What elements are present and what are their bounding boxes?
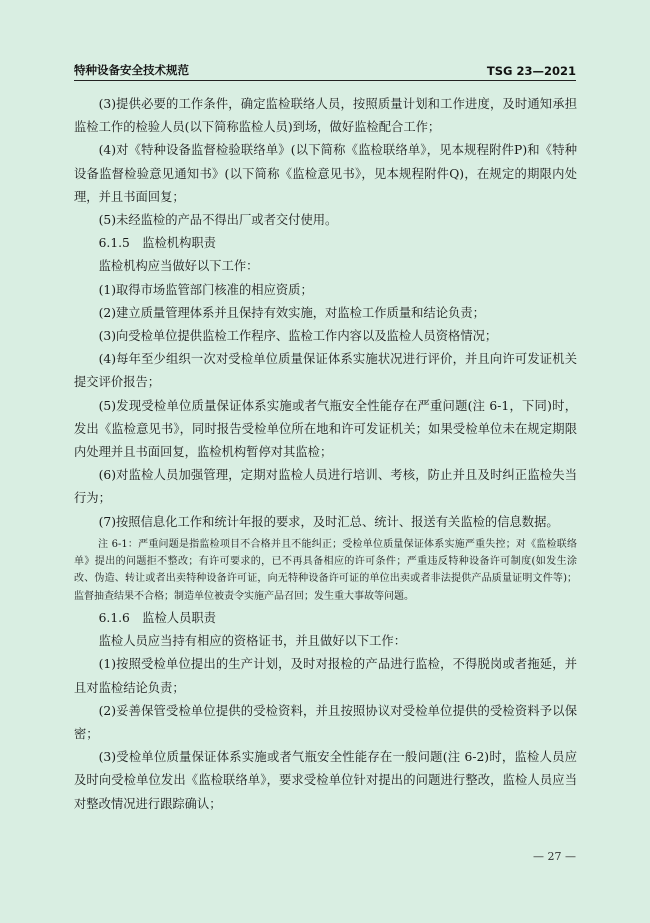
paragraph: (5)发现受检单位质量保证体系实施或者气瓶安全性能存在严重问题(注 6-1，下同)时，发出《监检意见书》，同时报告受检单位所在地和许可发证机关；如果受检单位未在规定期限内处理并且书面回复，监检机构暂停对其监检；	[74, 398, 577, 460]
paragraph: (2)建立质量管理体系并且保持有效实施，对监检工作质量和结论负责；	[98, 305, 485, 320]
paragraph: (4)对《特种设备监督检验联络单》(以下简称《监检联络单》，见本规程附件P)和《特种设备监督检验意见通知书》(以下简称《监检意见书》，见本规程附件Q)，在规定的期限内处理，并且书面回复；	[74, 143, 577, 204]
paragraph: (3)受检单位质量保证体系实施或者气瓶安全性能存在一般问题(注 6-2)时，监检人员应及时向受检单位发出《监检联络单》，要求受检单位针对提出的问题进行整改，监检人员应当对整改情况进行跟踪确认；	[74, 750, 577, 811]
paragraph: (5)未经监检的产品不得出厂或者交付使用。	[98, 213, 338, 228]
paragraph: (3)提供必要的工作条件，确定监检联络人员，按照质量计划和工作进度，及时通知承担监检工作的检验人员(以下简称监检人员)到场，做好监检配合工作；	[74, 97, 577, 135]
paragraph: (1)按照受检单位提出的生产计划，及时对报检的产品进行监检，不得脱岗或者拖延，并且对监检结论负责；	[74, 657, 577, 695]
page-number: — 27 —	[533, 850, 576, 863]
paragraph: 监检人员应当持有相应的资格证书，并且做好以下工作：	[98, 634, 407, 649]
header-code: TSG 23—2021	[486, 64, 576, 78]
page-header	[74, 60, 576, 78]
paragraph: (2)妥善保管受检单位提供的受检资料，并且按照协议对受检单位提供的受检资料予以保密；	[74, 703, 577, 742]
header-title: 特种设备安全技术规范	[74, 63, 189, 77]
paragraph: 监检机构应当做好以下工作：	[98, 259, 259, 274]
paragraph: (7)按照信息化工作和统计年报的要求，及时汇总、统计、报送有关监检的信息数据。	[98, 514, 559, 529]
paragraph: (6)对监检人员加强管理，定期对监检人员进行培训、考核，防止并且及时纠正监检失当行为；	[74, 468, 577, 506]
section-heading: 6.1.5 监检机构职责	[98, 236, 216, 251]
paragraph: (4)每年至少组织一次对受检单位质量保证体系实施状况进行评价，并且向许可发证机关提交评价报告；	[74, 352, 577, 390]
header-divider	[74, 80, 576, 81]
footnote: 注 6-1：严重问题是指监检项目不合格并且不能纠正；受检单位质量保证体系实施严重失控；对《监检联络单》提出的问题拒不整改；有许可要求的，已不再具备相应的许可条件；严重违反特种设备许可制度(如发生涂改、伪造、转让或者出卖特种设备许可证，向无特种设备许可证的单位出卖或者非法提供产品质量证明文件等)；监督抽查结果不合格；制造单位被责令实施产品召回；发生重大事故等问题。	[74, 538, 577, 602]
paragraph: (3)向受检单位提供监检工作程序、监检工作内容以及监检人员资格情况；	[98, 329, 498, 344]
paragraph: (1)取得市场监管部门核准的相应资质；	[98, 282, 313, 297]
document-body	[74, 93, 577, 816]
section-heading: 6.1.6 监检人员职责	[98, 611, 216, 626]
